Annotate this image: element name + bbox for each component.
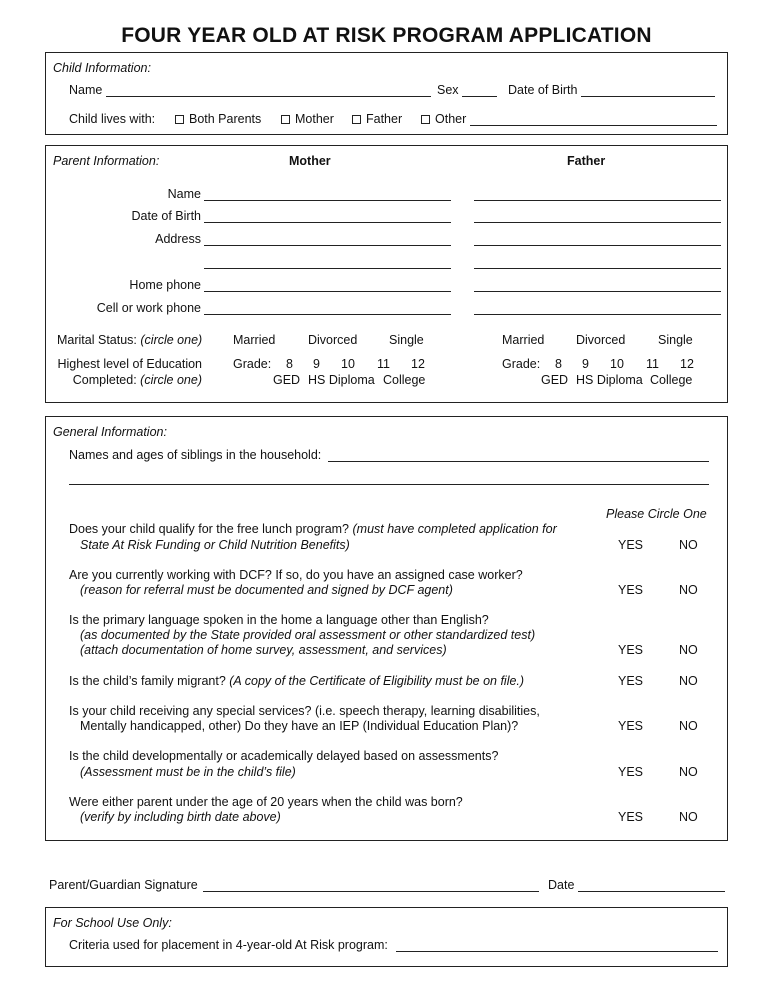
father-grade-8[interactable]: 8 bbox=[555, 357, 562, 371]
education-label: Highest level of Education bbox=[57, 357, 202, 371]
parent-address-label: Address bbox=[155, 232, 201, 246]
child-dob-field[interactable] bbox=[581, 96, 715, 97]
father-cell-phone-field[interactable] bbox=[474, 314, 721, 315]
father-grade-10[interactable]: 10 bbox=[610, 357, 624, 371]
question-free-lunch-note: State At Risk Funding or Child Nutrition Benefits) bbox=[80, 538, 350, 552]
mother-address-field-2[interactable] bbox=[204, 268, 451, 269]
mother-home-phone-field[interactable] bbox=[204, 291, 451, 292]
q2-yes-option[interactable]: YES bbox=[618, 583, 644, 597]
question-primary-language: Is the primary language spoken in the home a language other than English? bbox=[69, 613, 489, 627]
father-dob-field[interactable] bbox=[474, 222, 721, 223]
circle-one-header: Please Circle One bbox=[606, 507, 707, 521]
mother-hs-diploma[interactable]: HS Diploma bbox=[308, 373, 375, 387]
mother-ged[interactable]: GED bbox=[273, 373, 301, 387]
general-info-label: General Information: bbox=[53, 425, 167, 439]
parent-cell-phone-label: Cell or work phone bbox=[96, 301, 201, 315]
checkbox-icon[interactable] bbox=[421, 115, 430, 124]
criteria-label: Criteria used for placement in 4-year-old At Risk program: bbox=[69, 938, 388, 952]
marital-status-label: Marital Status: (circle one) bbox=[57, 333, 203, 347]
mother-grade-9[interactable]: 9 bbox=[313, 357, 320, 371]
q7-yes-option[interactable]: YES bbox=[618, 810, 644, 824]
lives-with-father[interactable]: Father bbox=[352, 112, 402, 126]
father-name-field[interactable] bbox=[474, 200, 721, 201]
lives-with-label: Child lives with: bbox=[69, 112, 156, 126]
mother-divorced-option[interactable]: Divorced bbox=[308, 333, 358, 347]
father-divorced-option[interactable]: Divorced bbox=[576, 333, 626, 347]
q4-no-option[interactable]: NO bbox=[679, 674, 698, 688]
father-address-field[interactable] bbox=[474, 245, 721, 246]
mother-grade-11[interactable]: 11 bbox=[377, 357, 390, 371]
question-parent-age: Were either parent under the age of 20 years when the child was born? bbox=[69, 795, 463, 809]
father-grade-12[interactable]: 12 bbox=[680, 357, 694, 371]
question-free-lunch: Does your child qualify for the free lunch program? (must have completed application for bbox=[69, 522, 557, 536]
parent-name-label: Name bbox=[167, 187, 201, 201]
parent-info-label: Parent Information: bbox=[53, 154, 160, 168]
father-grade-label: Grade: bbox=[502, 357, 541, 371]
mother-college[interactable]: College bbox=[383, 373, 426, 387]
question-parent-age-note: (verify by including birth date above) bbox=[80, 810, 281, 824]
question-special-services: Is your child receiving any special services? (i.e. speech therapy, learning disabilities, bbox=[69, 704, 540, 718]
checkbox-icon[interactable] bbox=[352, 115, 361, 124]
question-primary-language-note: (as documented by the State provided oral assessment or other standardized test) bbox=[80, 628, 536, 642]
q7-no-option[interactable]: NO bbox=[679, 810, 698, 824]
child-name-label: Name bbox=[69, 83, 103, 97]
mother-grade-12[interactable]: 12 bbox=[411, 357, 425, 371]
parent-dob-label: Date of Birth bbox=[131, 209, 201, 223]
child-dob-label: Date of Birth bbox=[508, 83, 578, 97]
education-completed-label: Completed: (circle one) bbox=[72, 373, 202, 387]
father-married-option[interactable]: Married bbox=[502, 333, 545, 347]
q6-no-option[interactable]: NO bbox=[679, 765, 698, 779]
q2-no-option[interactable]: NO bbox=[679, 583, 698, 597]
q1-yes-option[interactable]: YES bbox=[618, 538, 644, 552]
siblings-label: Names and ages of siblings in the household: bbox=[69, 448, 322, 462]
father-address-field-2[interactable] bbox=[474, 268, 721, 269]
mother-name-field[interactable] bbox=[204, 200, 451, 201]
question-delayed-note: (Assessment must be in the child’s file) bbox=[80, 765, 296, 779]
child-sex-field[interactable] bbox=[462, 96, 497, 97]
lives-with-other-field[interactable] bbox=[470, 125, 717, 126]
child-sex-label: Sex bbox=[437, 83, 459, 97]
mother-address-field[interactable] bbox=[204, 245, 451, 246]
question-primary-language-note-2: (attach documentation of home survey, assessment, and services) bbox=[80, 643, 447, 657]
mother-married-option[interactable]: Married bbox=[233, 333, 276, 347]
mother-grade-8[interactable]: 8 bbox=[286, 357, 293, 371]
mother-single-option[interactable]: Single bbox=[389, 333, 424, 347]
checkbox-icon[interactable] bbox=[281, 115, 290, 124]
father-college[interactable]: College bbox=[650, 373, 693, 387]
lives-with-mother[interactable]: Mother bbox=[281, 112, 334, 126]
lives-with-other[interactable]: Other bbox=[421, 112, 466, 126]
signature-date-field[interactable] bbox=[578, 891, 725, 892]
lives-with-both-parents[interactable]: Both Parents bbox=[175, 112, 261, 126]
question-dcf-note: (reason for referral must be documented and signed by DCF agent) bbox=[80, 583, 453, 597]
q1-no-option[interactable]: NO bbox=[679, 538, 698, 552]
child-info-label: Child Information: bbox=[53, 61, 151, 75]
q3-no-option[interactable]: NO bbox=[679, 643, 698, 657]
q4-yes-option[interactable]: YES bbox=[618, 674, 644, 688]
mother-dob-field[interactable] bbox=[204, 222, 451, 223]
siblings-field[interactable] bbox=[328, 461, 709, 462]
mother-header: Mother bbox=[289, 154, 331, 168]
signature-date-label: Date bbox=[548, 878, 575, 892]
question-dcf: Are you currently working with DCF? If so, do you have an assigned case worker? bbox=[69, 568, 523, 582]
child-name-field[interactable] bbox=[106, 96, 431, 97]
signature-field[interactable] bbox=[203, 891, 539, 892]
parent-home-phone-label: Home phone bbox=[129, 278, 201, 292]
siblings-field-2[interactable] bbox=[69, 484, 709, 485]
question-delayed: Is the child developmentally or academically delayed based on assessments? bbox=[69, 749, 499, 763]
signature-label: Parent/Guardian Signature bbox=[49, 878, 198, 892]
father-grade-11[interactable]: 11 bbox=[646, 357, 659, 371]
father-home-phone-field[interactable] bbox=[474, 291, 721, 292]
criteria-field[interactable] bbox=[396, 951, 718, 952]
mother-grade-10[interactable]: 10 bbox=[341, 357, 355, 371]
father-grade-9[interactable]: 9 bbox=[582, 357, 589, 371]
mother-grade-label: Grade: bbox=[233, 357, 272, 371]
checkbox-icon[interactable] bbox=[175, 115, 184, 124]
q3-yes-option[interactable]: YES bbox=[618, 643, 644, 657]
question-migrant: Is the child’s family migrant? (A copy of the Certificate of Eligibility must be on file.) bbox=[69, 674, 525, 688]
mother-cell-phone-field[interactable] bbox=[204, 314, 451, 315]
father-header: Father bbox=[567, 154, 606, 168]
q6-yes-option[interactable]: YES bbox=[618, 765, 644, 779]
father-single-option[interactable]: Single bbox=[658, 333, 693, 347]
q5-yes-option[interactable]: YES bbox=[618, 719, 644, 733]
father-ged[interactable]: GED bbox=[541, 373, 569, 387]
question-special-services-line2: Mentally handicapped, other) Do they have an IEP (Individual Education Plan)? bbox=[80, 719, 519, 733]
page-title: FOUR YEAR OLD AT RISK PROGRAM APPLICATION bbox=[121, 24, 652, 47]
father-hs-diploma[interactable]: HS Diploma bbox=[576, 373, 643, 387]
q5-no-option[interactable]: NO bbox=[679, 719, 698, 733]
school-use-label: For School Use Only: bbox=[53, 916, 172, 930]
